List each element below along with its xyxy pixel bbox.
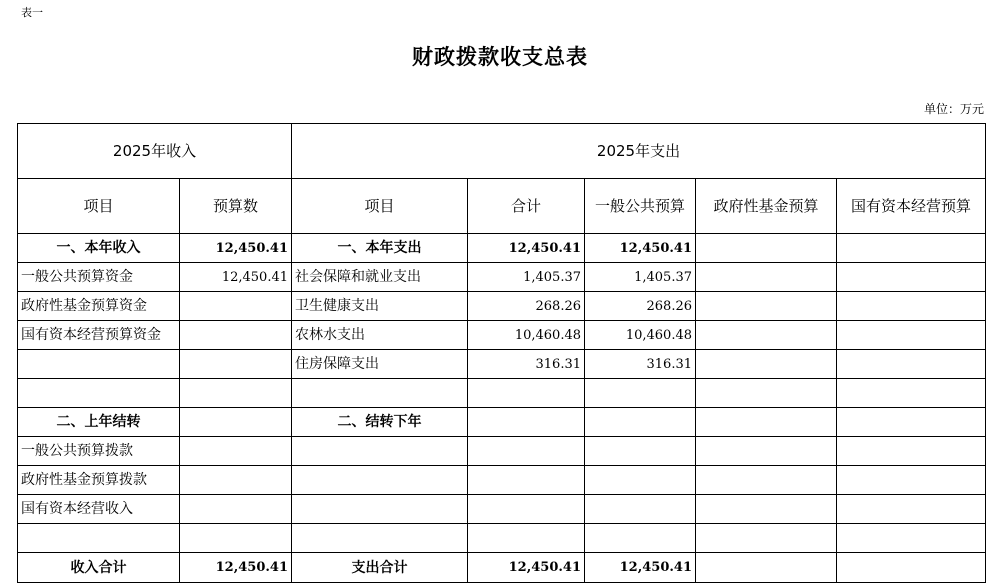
- table-cell-state: [837, 379, 986, 408]
- table-cell-out-item: 支出合计: [292, 553, 468, 583]
- table-cell-total: 12,450.41: [468, 234, 585, 263]
- table-cell-in-val: [180, 350, 292, 379]
- table-cell-state: [837, 524, 986, 553]
- table-cell-in-item: 收入合计: [18, 553, 180, 583]
- table-cell-state: [837, 495, 986, 524]
- column-header-row: [18, 179, 986, 234]
- table-cell-in-val: [180, 379, 292, 408]
- col-income-budget: 预算数: [180, 179, 292, 234]
- table-cell-fund: [696, 263, 837, 292]
- table-cell-in-item: 一、本年收入: [18, 234, 180, 263]
- table-cell-general: 268.26: [585, 292, 696, 321]
- table-cell-total: [468, 466, 585, 495]
- table-cell-general: 12,450.41: [585, 553, 696, 583]
- col-total: 合计: [468, 179, 585, 234]
- table-cell-in-item: [18, 350, 180, 379]
- table-number-note: 表一: [21, 6, 43, 19]
- table-row: [18, 437, 986, 466]
- table-cell-state: [837, 408, 986, 437]
- table-cell-fund: [696, 321, 837, 350]
- table-cell-total: [468, 495, 585, 524]
- table-row: [18, 553, 986, 583]
- table-cell-out-item: 卫生健康支出: [292, 292, 468, 321]
- table-row: [18, 263, 986, 292]
- table-row: [18, 524, 986, 553]
- table-cell-total: [468, 437, 585, 466]
- table-cell-total: 316.31: [468, 350, 585, 379]
- table-cell-fund: [696, 292, 837, 321]
- expense-group-header: 2025年支出: [292, 124, 986, 179]
- income-group-header: 2025年收入: [18, 124, 292, 179]
- table-cell-out-item: [292, 379, 468, 408]
- table-cell-general: [585, 524, 696, 553]
- col-expense-item: 项目: [292, 179, 468, 234]
- budget-table: [17, 123, 986, 583]
- table-cell-out-item: 农林水支出: [292, 321, 468, 350]
- table-cell-general: [585, 466, 696, 495]
- table-cell-in-item: 政府性基金预算拨款: [18, 466, 180, 495]
- table-cell-general: [585, 437, 696, 466]
- table-cell-total: [468, 408, 585, 437]
- table-cell-in-item: [18, 524, 180, 553]
- table-cell-state: [837, 553, 986, 583]
- table-cell-in-item: 一般公共预算资金: [18, 263, 180, 292]
- table-cell-fund: [696, 466, 837, 495]
- table-cell-in-item: [18, 379, 180, 408]
- table-cell-state: [837, 437, 986, 466]
- table-cell-in-val: 12,450.41: [180, 553, 292, 583]
- table-cell-general: [585, 408, 696, 437]
- page-title: 财政拨款收支总表: [412, 44, 588, 69]
- table-cell-total: 12,450.41: [468, 553, 585, 583]
- table-cell-state: [837, 234, 986, 263]
- table-cell-in-val: [180, 292, 292, 321]
- table-cell-state: [837, 350, 986, 379]
- table-cell-state: [837, 263, 986, 292]
- table-row: [18, 321, 986, 350]
- group-header-row: [18, 124, 986, 179]
- table-cell-general: [585, 495, 696, 524]
- table-cell-fund: [696, 553, 837, 583]
- col-general: 一般公共预算: [585, 179, 696, 234]
- table-cell-in-val: [180, 437, 292, 466]
- col-fund: 政府性基金预算: [696, 179, 837, 234]
- table-row: [18, 466, 986, 495]
- table-cell-in-val: 12,450.41: [180, 234, 292, 263]
- table-cell-general: 12,450.41: [585, 234, 696, 263]
- table-cell-general: 10,460.48: [585, 321, 696, 350]
- table-cell-out-item: [292, 437, 468, 466]
- col-income-item: 项目: [18, 179, 180, 234]
- table-row: [18, 234, 986, 263]
- table-cell-state: [837, 466, 986, 495]
- table-cell-general: 316.31: [585, 350, 696, 379]
- table-cell-out-item: 一、本年支出: [292, 234, 468, 263]
- table-cell-fund: [696, 234, 837, 263]
- table-cell-out-item: [292, 466, 468, 495]
- table-cell-total: 268.26: [468, 292, 585, 321]
- table-row: [18, 292, 986, 321]
- table-row: [18, 379, 986, 408]
- col-state: 国有资本经营预算: [837, 179, 986, 234]
- table-row: [18, 495, 986, 524]
- unit-label: 单位：万元: [923, 102, 984, 116]
- table-cell-in-item: 一般公共预算拨款: [18, 437, 180, 466]
- table-cell-state: [837, 292, 986, 321]
- table-cell-general: [585, 379, 696, 408]
- table-cell-in-val: [180, 321, 292, 350]
- table-cell-general: 1,405.37: [585, 263, 696, 292]
- table-cell-fund: [696, 495, 837, 524]
- table-cell-in-item: 政府性基金预算资金: [18, 292, 180, 321]
- table-cell-out-item: [292, 524, 468, 553]
- table-cell-in-item: 国有资本经营收入: [18, 495, 180, 524]
- table-cell-out-item: 住房保障支出: [292, 350, 468, 379]
- table-cell-fund: [696, 524, 837, 553]
- table-cell-fund: [696, 437, 837, 466]
- table-cell-fund: [696, 379, 837, 408]
- table-cell-in-val: 12,450.41: [180, 263, 292, 292]
- table-cell-in-val: [180, 466, 292, 495]
- table-cell-out-item: [292, 495, 468, 524]
- table-cell-in-val: [180, 524, 292, 553]
- table-row: [18, 408, 986, 437]
- table-cell-in-item: 国有资本经营预算资金: [18, 321, 180, 350]
- table-cell-total: 1,405.37: [468, 263, 585, 292]
- table-row: [18, 350, 986, 379]
- table-cell-in-val: [180, 495, 292, 524]
- table-cell-total: 10,460.48: [468, 321, 585, 350]
- table-cell-state: [837, 321, 986, 350]
- table-cell-total: [468, 379, 585, 408]
- table-cell-total: [468, 524, 585, 553]
- table-cell-in-val: [180, 408, 292, 437]
- table-cell-out-item: 社会保障和就业支出: [292, 263, 468, 292]
- table-cell-in-item: 二、上年结转: [18, 408, 180, 437]
- table-cell-fund: [696, 350, 837, 379]
- table-cell-fund: [696, 408, 837, 437]
- table-cell-out-item: 二、结转下年: [292, 408, 468, 437]
